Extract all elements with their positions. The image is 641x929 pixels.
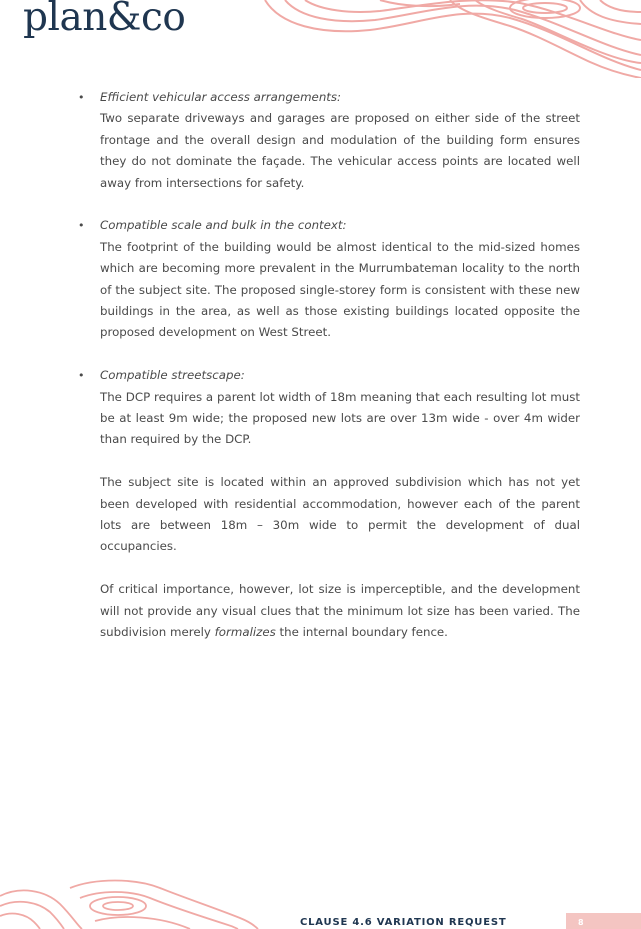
paragraph: Two separate driveways and garages are proposed on either side of the street frontage and the overall design and modulation of the building form ensures they do not dominate the façade. The vehicular access points are located well away from intersections for safety.: [100, 111, 580, 190]
bullet: •: [78, 369, 85, 383]
item-heading: Compatible streetscape:: [100, 368, 245, 383]
logo: plan&co: [23, 0, 186, 40]
paragraph: The footprint of the building would be almost identical to the mid-sized homes which are becoming more prevalent in the Murrumbateman locality to the north of the subject site. The proposed single-storey form is consistent with these new buildings in the area, as well as those existing buildings located opposite the proposed development on West Street.: [100, 239, 580, 340]
footer-title: CLAUSE 4.6 VARIATION REQUEST: [300, 917, 507, 928]
bullet: •: [78, 219, 85, 233]
list-item: [78, 365, 580, 643]
document-body: [78, 87, 580, 644]
bullet: •: [78, 91, 85, 104]
paragraph-text: Of critical importance, however, lot size is imperceptible, and the development will not provide any visual clues that the minimum lot size has been varied. The subdivision merely: [100, 582, 580, 640]
page-number-box: [566, 913, 641, 929]
paragraph: [100, 579, 580, 643]
page-number: 8: [578, 918, 584, 927]
emphasis-text: formalizes: [214, 625, 276, 640]
list-item: [78, 215, 580, 343]
list-item: [78, 87, 580, 194]
paragraph: The subject site is located within an approved subdivision which has not yet been developed with residential accommodation, however each of the parent lots are between 18m – 30m wide to permit the development of dual occupancies.: [100, 475, 580, 554]
item-heading: Efficient vehicular access arrangements:: [100, 90, 342, 104]
paragraph-text: the internal boundary fence.: [275, 625, 448, 640]
paragraph: The DCP requires a parent lot width of 18m meaning that each resulting lot must be at least 9m wide; the proposed new lots are over 13m wide - over 4m wider than required by the DCP.: [100, 389, 580, 447]
item-heading: Compatible scale and bulk in the context:: [100, 218, 347, 233]
topographic-pattern-top: [260, 0, 641, 78]
topographic-pattern-bottom: [0, 876, 260, 929]
